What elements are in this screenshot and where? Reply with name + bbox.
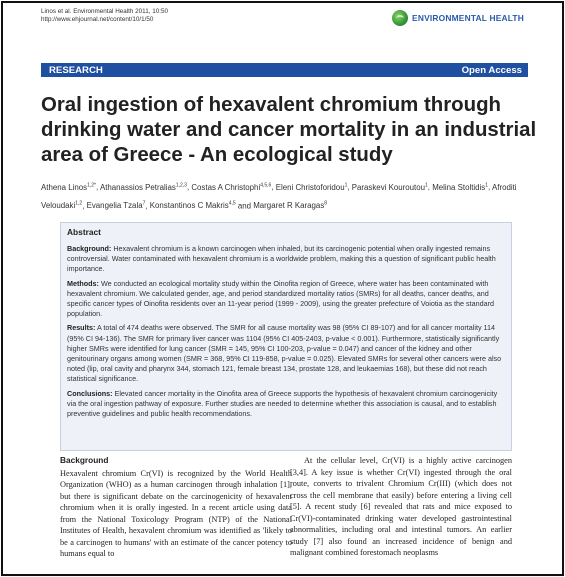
article-title: Oral ingestion of hexavalent chromium through drinking water and cancer mortality in an industrial area of Greece - An ecological study xyxy=(41,94,537,166)
affiliation-marker: 4,5 xyxy=(228,200,236,207)
results-label: Results: xyxy=(67,323,96,333)
methods-text: We conducted an ecological mortality study within the Oinofita region of Greece, where water has been contaminated with hexavalent chromium. We calculated gender, age, and period standardized mortality ratios (SMRs) for all deaths, cancer deaths, and specific cancer types of Oinofita residents over an 11-year period (1999 - 2009), using the greater prefecture of Voiotia as the standard population. xyxy=(67,278,494,319)
open-access-badge: Open Access xyxy=(461,64,522,76)
abstract-box xyxy=(60,222,512,451)
affiliation-marker: 4,5,6 xyxy=(260,182,272,188)
citation: Linos et al. Environmental Health 2011, 10:50 xyxy=(41,8,168,15)
affiliation-marker: 1,2,3 xyxy=(175,182,187,188)
background-label: Background: xyxy=(67,244,112,253)
author-list: Athena Linos$^{1,2*}$, Athanassios Petralias$^{1,2,3}$, Costas A Christophi$^{4,5,6}$, Eleni Christoforidou$^1$, Paraskevi Kouroutou$^1$, Melina Stoltidis$^1$, Afroditi Veloudaki$^{1,2}$, Evangelia Tzala$^7$, Konstantinos C Makris$^{4,5}$ and Margaret R Karagas$^8$ xyxy=(41,182,517,211)
body-paragraph: Hexavalent chromium Cr(VI) is recognized by the World Health Organization (WHO) as a human carcinogen through inhalation [1], but there is significant debate on the carcinogenicity of hexavalent chromium when it is orally ingested. In a recent article using data from the National Toxicology Program (NTP) of the National Institutes of Health, hexavalent chromium was identified as 'likely to be a carcinogen to humans' with an estimate of the cancer potency to humans equal to xyxy=(60,468,292,558)
affiliation-marker: 1 xyxy=(485,182,489,188)
author-name: Athanassios Petralias$^{1,2,3}$ xyxy=(99,182,187,192)
section-heading-background: Background xyxy=(60,455,109,465)
journal-logo[interactable] xyxy=(392,10,524,26)
affiliation-marker: 7 xyxy=(142,200,146,207)
conclusions-label: Conclusions: xyxy=(67,388,113,398)
affiliation-marker: 1 xyxy=(344,182,348,188)
background-text: Hexavalent chromium is a known carcinogen when inhaled, but its carcinogenic potential when orally ingested remains controversial. Water contaminated with hexavalent chromium is a worldwide problem, making this a question of significant public health importance. xyxy=(67,244,496,274)
body-paragraph: At the cellular level, Cr(VI) is a highly active carcinogen [3,4]. A key issue is whether Cr(VI) ingested through the oral route, converts to trivalent Chromium Cr(III) (which does not cross the cell membrane that easily) before entering a living cell [5]. A recent study [6] revealed that rats and mice exposed to Cr(VI)-contaminated drinking water developed gastrointestinal abnormalities, including oral and intestinal tumors. An earlier study [7] also found an increased incidence of benign and malignant combined forestomach neoplasms xyxy=(290,456,512,557)
globe-leaf-icon xyxy=(392,10,408,26)
author-name: Konstantinos C Makris$^{4,5}$ xyxy=(149,200,236,211)
author-name: Melina Stoltidis$^1$ xyxy=(432,182,489,192)
affiliation-marker: 1,2 xyxy=(75,200,83,207)
results-text: A total of 474 deaths were observed. The SMR for all cause mortality was 98 (95% CI 89-107) and for all cancer mortality 114 (95% CI 94-136). The SMR for primary liver cancer was 1104 (95% CI 405-2403, p-value < 0.001). Furthermore, statistically significantly higher SMRs were identified for lung cancer (SMR = 145, 95% CI 100-203, p-value = 0.047) and cancer of the kidney and other genitourinary organs among women (SMR = 368, 95% CI 119-858, p-value = 0.025). Elevated SMRs for several other cancers were also noted (lip, oral cavity and pharynx 344, stomach 121, female breast 134, prostate 128, and leukaemias 168), but these did not reach statistical significance. xyxy=(67,323,502,384)
body-column-right xyxy=(290,455,512,559)
abstract-heading: Abstract xyxy=(67,227,101,237)
author-name: Costas A Christophi$^{4,5,6}$ xyxy=(191,182,272,192)
abstract-background xyxy=(67,244,503,275)
abstract-methods xyxy=(67,279,503,320)
conclusions-text: Elevated cancer mortality in the Oinofita area of Greece supports the hypothesis of hexavalent chromium carcinogenicity via the oral ingestion pathway of exposure. Further studies are needed to determine whether this association is causal, and to establish preventive guidelines and public health recommendations. xyxy=(67,388,498,419)
abstract-conclusions xyxy=(67,389,503,420)
methods-label: Methods: xyxy=(67,278,99,288)
section-banner xyxy=(41,63,528,77)
running-header xyxy=(41,8,168,25)
author-name: Eleni Christoforidou$^1$ xyxy=(275,182,348,192)
affiliation-marker: 1 xyxy=(425,182,428,188)
journal-name: ENVIRONMENTAL HEALTH xyxy=(412,13,524,23)
abstract-results xyxy=(67,323,503,384)
affiliation-marker: 1,2* xyxy=(87,182,96,188)
author-name: Athena Linos$^{1,2*}$ xyxy=(41,182,96,192)
article-url[interactable]: http://www.ehjournal.net/content/10/1/50 xyxy=(41,16,154,24)
body-column-left xyxy=(60,455,292,560)
page-frame xyxy=(1,1,564,576)
author-name: Margaret R Karagas$^8$ xyxy=(253,200,328,211)
section-label: RESEARCH xyxy=(49,64,103,76)
author-name: Afroditi Veloudaki$^{1,2}$ xyxy=(41,182,517,211)
affiliation-marker: 8 xyxy=(324,200,328,207)
author-name: Paraskevi Kouroutou$^1$ xyxy=(351,182,428,192)
author-name: Evangelia Tzala$^7$ xyxy=(86,200,146,211)
